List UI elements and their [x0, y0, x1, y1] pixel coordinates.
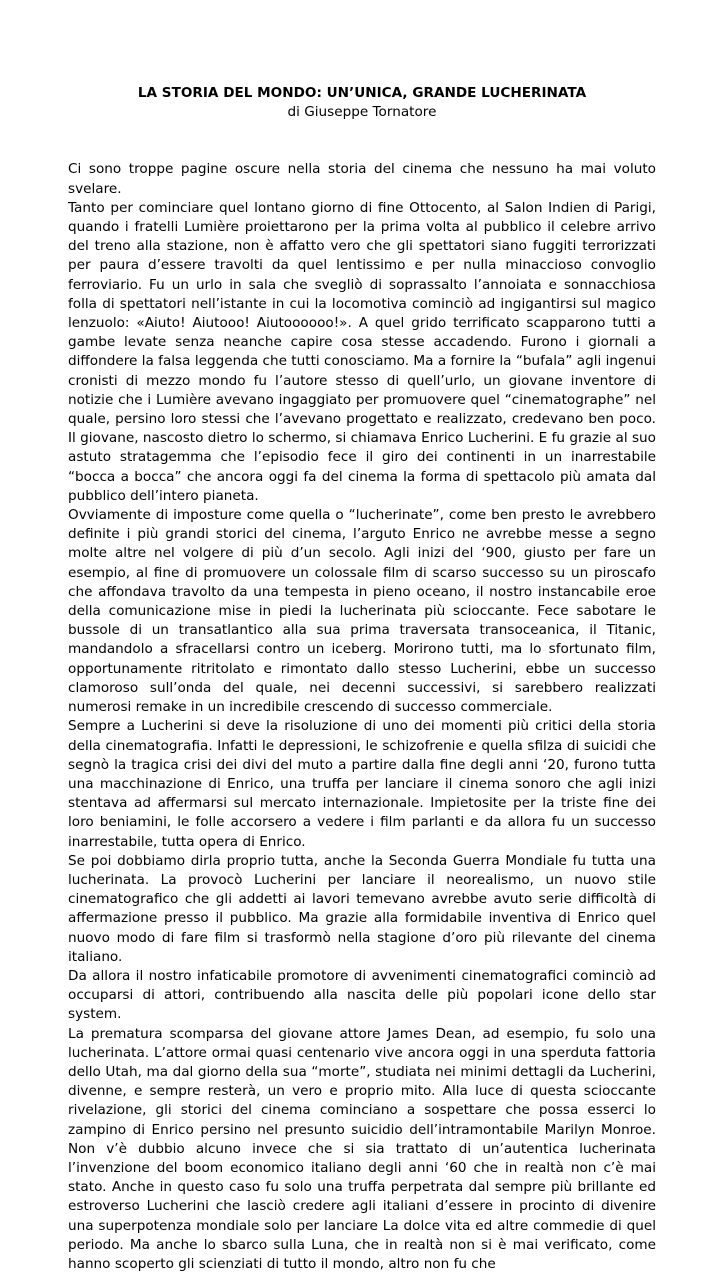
document-page	[68, 84, 656, 1274]
paragraph: Sempre a Lucherini si deve la risoluzione di uno dei momenti più critici della storia della cinematografia. Infatti le depressioni, le schizofrenie e quella sfilza di suicidi che segnò la tragica crisi dei divi del muto a partire dalla fine degli anni ‘20, furono tutta una macchinazione di Enrico, una truffa per lanciare il cinema sonoro che agli inizi stentava ad affermarsi sul mercato internazionale. Impietosite per la triste fine dei loro beniamini, le folle accorsero a vedere i film parlanti e da allora fu un successo inarrestabile, tutta opera di Enrico.	[68, 718, 656, 850]
paragraph: Tanto per cominciare quel lontano giorno di fine Ottocento, al Salon Indien di Parigi, quando i fratelli Lumière proiettarono per la prima volta al pubblico il celebre arrivo del treno alla stazione, non è affatto vero che gli spettatori siano fuggiti terrorizzati per paura d’essere travolti da quel lentissimo e per nulla minaccioso convoglio ferroviario. Fu un urlo in sala che svegliò di soprassalto l’annoiata e sonnacchiosa folla di spettatori nell’istante in cui la locomotiva cominciò ad ingigantirsi sul magico lenzuolo: «Aiuto! Aiutooo! Aiutoooooo!». A quel grido terrificato scapparono tutti a gambe levate senza neanche capire cosa stesse accadendo. Furono i giornali a diffondere la falsa leggenda che tutti conosciamo. Ma a fornire la “bufala” agli ingenui cronisti di mezzo mondo fu l’autore stesso di quell’urlo, un giovane inventore di notizie che i Lumière avevano ingaggiato per promuovere quel “cinematographe” nel quale, persino loro stessi che l’avevano progettato e realizzato, credevano ben poco. Il giovane, nascosto dietro lo schermo, si chiamava Enrico Lucherini. E fu grazie al suo astuto stratagemma che l’episodio fece il giro dei continenti in un inarrestabile “bocca a bocca” che ancora oggi fa del cinema la forma di spettacolo più amata dal pubblico dell’intero pianeta.	[68, 199, 656, 504]
paragraph: Se poi dobbiamo dirla proprio tutta, anche la Seconda Guerra Mondiale fu tutta una lucherinata. La provocò Lucherini per lanciare il neorealismo, un nuovo stile cinematografico che gli addetti ai lavori temevano avrebbe avuto serie difficoltà di affermazione presso il pubblico. Ma grazie alla formidabile inventiva di Enrico quel nuovo modo di fare film si trasformò nella stagione d’oro più rilevante del cinema italiano.	[68, 852, 656, 965]
paragraph: Ci sono troppe pagine oscure nella storia del cinema che nessuno ha mai voluto svelare.	[68, 161, 656, 197]
paragraph: Ovviamente di imposture come quella o “lucherinate”, come ben presto le avrebbero definite i più grandi storici del cinema, l’arguto Enrico ne avrebbe messe a segno molte altre nel volgere di più d’un secolo. Agli inizi del ‘900, giusto per fare un esempio, al fine di promuovere un colossale film di scarso successo su un piroscafo che affondava travolto da una tempesta in pieno oceano, il nostro instancabile eroe della comunicazione mise in piedi la lucherinata più scioccante. Fece sabotare le bussole di un transatlantico alla sua prima traversata transoceanica, il Titanic, mandandolo a sfracellarsi contro un iceberg. Morirono tutti, ma lo sfortunato film, opportunamente ritritolato e rimontato dallo stesso Lucherini, ebbe un successo clamoroso sull’onda del quale, nei decenni successivi, si sarebbero realizzati numerosi remake in un incredibile crescendo di successo commerciale.	[68, 507, 656, 716]
document-author: di Giuseppe Tornatore	[287, 104, 437, 121]
document-title: LA STORIA DEL MONDO: UN’UNICA, GRANDE LUCHERINATA	[137, 85, 587, 101]
paragraph: La prematura scomparsa del giovane attore James Dean, ad esempio, fu solo una lucherinata. L’attore ormai quasi centenario vive ancora oggi in una sperduta fattoria dello Utah, ma dal giorno della sua “morte”, studiata nei minimi dettagli da Lucherini, divenne, e sempre resterà, un vero e proprio mito. Alla luce di questa scioccante rivelazione, gli storici del cinema cominciano a sospettare che possa esserci lo zampino di Enrico persino nel presunto suicidio dell’intramontabile Marilyn Monroe. Non v’è dubbio alcuno invece che si sia trattato di un’autentica lucherinata l’invenzione del boom economico italiano degli anni ‘60 che in realtà non c’è mai stato. Anche in questo caso fu solo una truffa perpetrata dal sempre più brillante ed estroverso Lucherini che lasciò credere agli italiani d’essere in procinto di divenire una superpotenza mondiale solo per lanciare La dolce vita ed altre commedie di quel periodo. Ma anche lo sbarco sulla Luna, che in realtà non si è mai verificato, come hanno scoperto gli scienziati di tutto il mondo, altro non fu che	[68, 1025, 656, 1272]
paragraph: Da allora il nostro infaticabile promotore di avvenimenti cinematografici cominciò ad occuparsi di attori, contribuendo alla nascita delle più popolari icone dello star system.	[68, 967, 656, 1023]
